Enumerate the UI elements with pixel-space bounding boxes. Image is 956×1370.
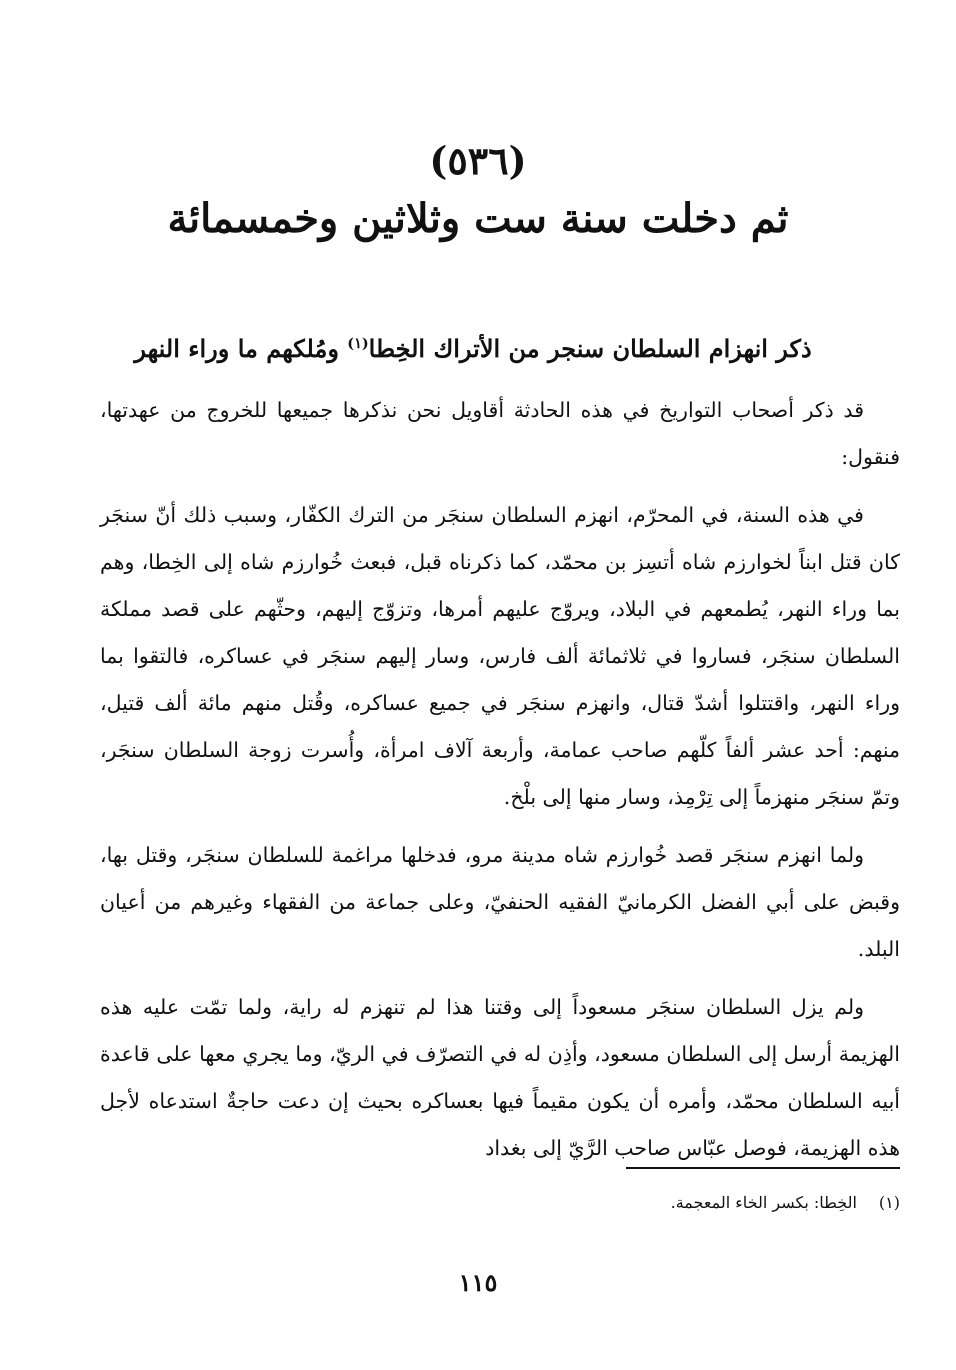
footnote-text: الخِطا: بكسر الخاء المعجمة. — [670, 1193, 857, 1212]
section-heading — [78, 322, 868, 371]
paragraph: ولما انهزم سنجَر قصد خُوارزم شاه مدينة مرو، فدخلها مراغمة للسلطان سنجَر، وقتل بها، وقبض على أبي الفضل الكرمانيّ الفقيه الحنفيّ، وعلى جماعة من الفقهاء وغيرهم من أعيان البلد. — [100, 843, 900, 961]
year-title: ثم دخلت سنة ست وثلاثين وخمسمائة — [167, 195, 789, 242]
paragraph: ولم يزل السلطان سنجَر مسعوداً إلى وقتنا هذا لم تنهزم له راية، ولما تمّت عليه هذه الهزيمة أرسل إلى السلطان مسعود، وأذِن له في التصرّف في الريّ، وما يجري معها على قاعدة أبيه السلطان محمّد، وأمره أن يكون مقيماً فيها بعساكره بحيث إن دعت حاجةٌ استدعاه لأجل هذه الهزيمة، فوصل عبّاس صاحب الرَّيّ إلى بغداد — [100, 995, 900, 1160]
footnote-divider — [626, 1167, 900, 1169]
year-number: (٥٣٦) — [429, 138, 527, 183]
footnote — [300, 1190, 900, 1216]
paragraph: في هذه السنة، في المحرّم، انهزم السلطان سنجَر من الترك الكفّار، وسبب ذلك أنّ سنجَر كان قتل ابناً لخوارزم شاه أتسِز بن محمّد، كما ذكرناه قبل، فبعث خُوارزم شاه إلى الخِطا، وهم بما وراء النهر، يُطمعهم في البلاد، ويروّج عليهم أمرها، وتزوّج إليهم، وحثّهم على قصد مملكة السلطان سنجَر، فساروا في ثلاثمائة ألف فارس، وسار إليهم سنجَر في عساكره، فالتقوا بما وراء النهر، واقتتلوا أشدّ قتال، وانهزم سنجَر في جميع عساكره، وقُتل منهم مائة ألف قتيل، منهم: أحد عشر ألفاً كلّهم صاحب عمامة، وأربعة آلاف امرأة، وأُسرت زوجة السلطان سنجَر، وتمّ سنجَر منهزماً إلى تِرْمِذ، وسار منها إلى بلْخ. — [100, 503, 900, 809]
section-heading-part2: ومُلكهم ما وراء النهر — [134, 334, 348, 363]
footnote-number: (١) — [878, 1193, 900, 1212]
footnote-mark: (١) — [347, 335, 369, 352]
body-text — [100, 387, 900, 1172]
paragraph: قد ذكر أصحاب التواريخ في هذه الحادثة أقاويل نحن نذكرها جميعها للخروج من عهدتها، فنقول: — [100, 398, 900, 469]
page-number: ١١٥ — [458, 1268, 498, 1297]
section-heading-part1: ذكر انهزام السلطان سنجر من الأتراك الخِطا — [368, 334, 812, 363]
